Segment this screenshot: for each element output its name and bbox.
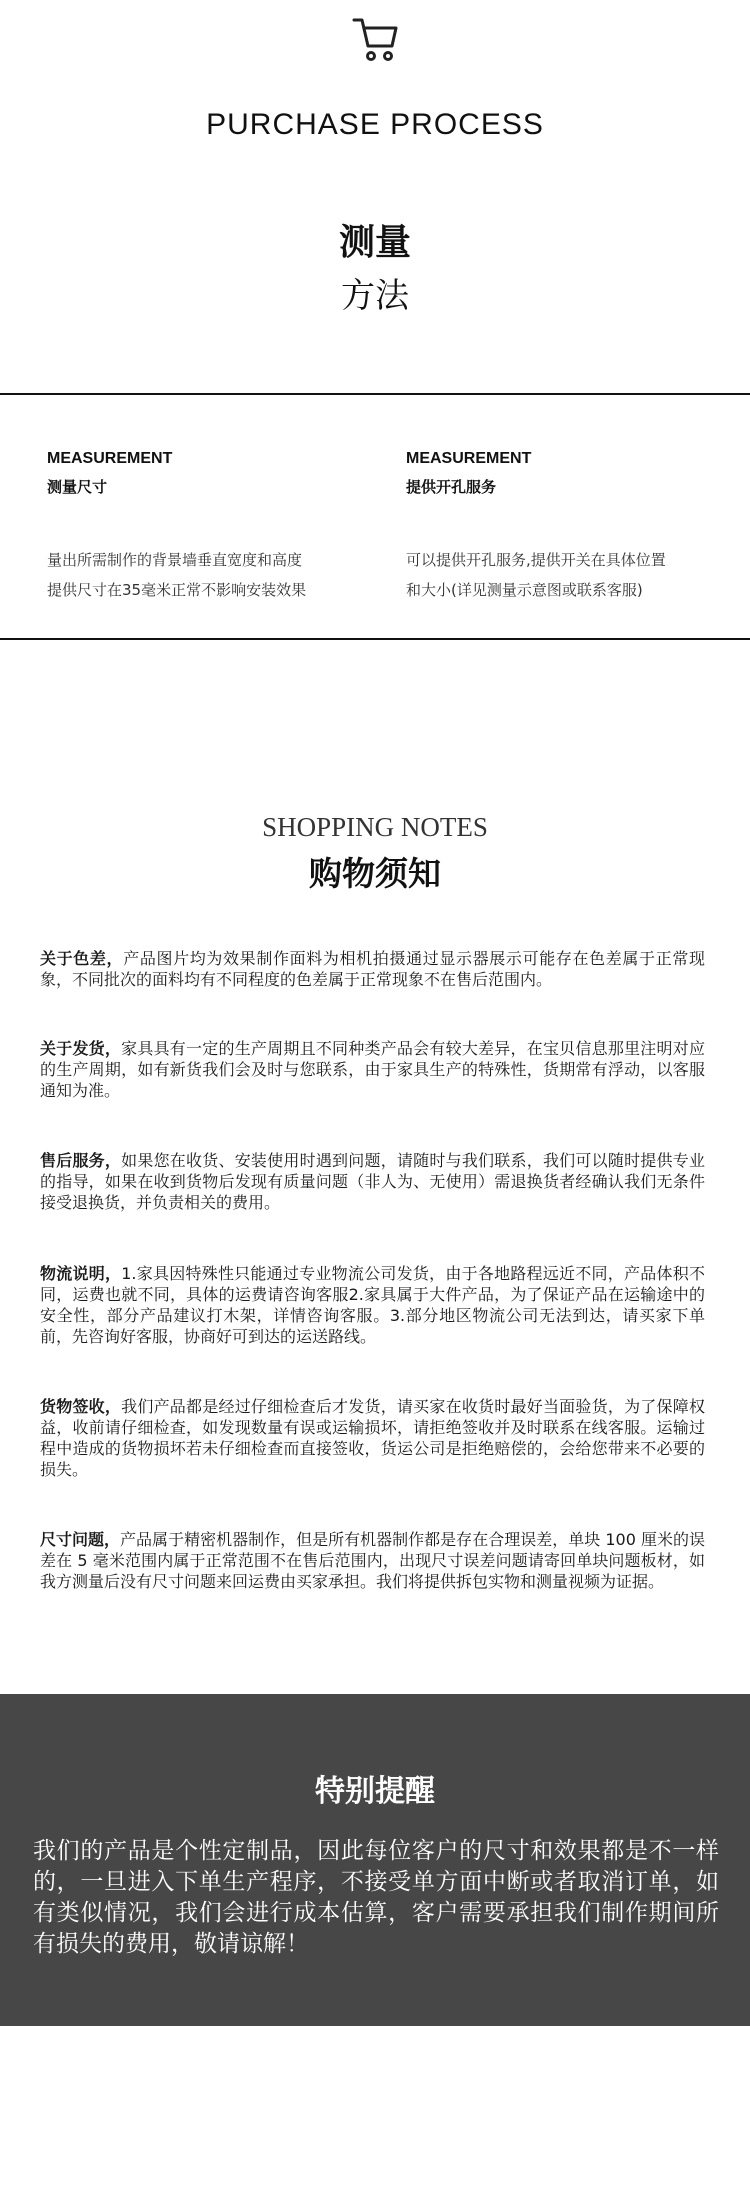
note-label: 售后服务， bbox=[40, 1151, 122, 1170]
note-text: 如果您在收货、安装使用时遇到问题，请随时与我们联系，我们可以随时提供专业的指导，如果在收到货物后发现有质量问题（非人为、无使用）需退换货者经确认我们无条件接受退换货，并负责相关的费用。 bbox=[40, 1151, 705, 1212]
note-shipping bbox=[40, 1038, 705, 1101]
special-reminder-title: 特别提醒 bbox=[315, 1774, 435, 1809]
column-cn-label: 提供开孔服务 bbox=[406, 478, 497, 496]
measurement-column-hole bbox=[406, 450, 726, 605]
note-after-sales bbox=[40, 1150, 705, 1213]
note-text: 家具具有一定的生产周期且不同种类产品会有较大差异，在宝贝信息那里注明对应的生产周期，如有新货我们会及时与您联系，由于家具生产的特殊性，货期常有浮动，以客服通知为准。 bbox=[40, 1039, 705, 1100]
note-label: 关于色差， bbox=[40, 949, 124, 968]
column-description bbox=[47, 545, 367, 605]
top-divider bbox=[0, 393, 750, 395]
note-label: 关于发货， bbox=[40, 1039, 122, 1058]
description-line: 量出所需制作的背景墙垂直宽度和高度 bbox=[47, 551, 303, 569]
special-reminder-text: 我们的产品是个性定制品，因此每位客户的尺寸和效果都是不一样的，一旦进入下单生产程序，不接受单方面中断或者取消订单，如有类似情况，我们会进行成本估算，客户需要承担我们制作期间所有损失的费用，敬请谅解！ bbox=[33, 1838, 719, 1957]
measurement-column-size bbox=[47, 450, 367, 605]
note-label: 尺寸问题， bbox=[40, 1530, 121, 1549]
column-cn-label: 测量尺寸 bbox=[47, 478, 108, 496]
note-size bbox=[40, 1529, 705, 1592]
column-description bbox=[406, 545, 726, 605]
note-label: 物流说明， bbox=[40, 1264, 122, 1283]
shopping-notes-title-en: SHOPPING NOTES bbox=[262, 812, 488, 842]
note-text: 产品属于精密机器制作，但是所有机器制作都是存在合理误差，单块 100 厘米的误差在 5 毫米范围内属于正常范围不在售后范围内，出现尺寸误差问题请寄回单块问题板材，如我方测量后没有尺寸问题来回运费由买家承担。我们将提供拆包实物和测量视频为证据。 bbox=[40, 1530, 705, 1591]
description-line: 提供尺寸在35毫米正常不影响安装效果 bbox=[47, 581, 307, 599]
description-line: 和大小(详见测量示意图或联系客服) bbox=[406, 581, 643, 599]
note-label: 货物签收， bbox=[40, 1397, 122, 1416]
column-en-label: MEASUREMENT bbox=[47, 450, 173, 467]
special-reminder-box bbox=[0, 1694, 750, 2026]
measurement-title: 测量 bbox=[338, 222, 411, 263]
note-text: 产品图片均为效果制作面料为相机拍摄通过显示器展示可能存在色差属于正常现象，不同批次的面料均有不同程度的色差属于正常现象不在售后范围内。 bbox=[40, 949, 705, 989]
note-text: 我们产品都是经过仔细检查后才发货，请买家在收货时最好当面验货，为了保障权益，收前请仔细检查，如发现数量有误或运输损坏，请拒绝签收并及时联系在线客服。运输过程中造成的货物损坏若未仔细检查而直接签收，货运公司是拒绝赔偿的，会给您带来不必要的损失。 bbox=[40, 1397, 705, 1479]
measurement-subtitle: 方法 bbox=[341, 276, 409, 316]
bottom-divider bbox=[0, 638, 750, 640]
note-color-difference bbox=[40, 948, 705, 990]
note-text: 1.家具因特殊性只能通过专业物流公司发货，由于各地路程远近不同，产品体积不同，运费也就不同，具体的运费请咨询客服2.家具属于大件产品，为了保证产品在运输途中的安全性，部分产品建议打木架，详情咨询客服。3.部分地区物流公司无法到达，请买家下单前，先咨询好客服，协商好可到达的运送路线。 bbox=[40, 1264, 705, 1346]
shopping-cart-icon bbox=[352, 16, 398, 64]
column-en-label: MEASUREMENT bbox=[406, 450, 532, 467]
description-line: 可以提供开孔服务,提供开关在具体位置 bbox=[406, 551, 666, 569]
note-logistics bbox=[40, 1263, 705, 1347]
shopping-notes-title-cn: 购物须知 bbox=[309, 854, 441, 893]
purchase-process-title: PURCHASE PROCESS bbox=[206, 108, 544, 141]
note-receipt bbox=[40, 1396, 705, 1480]
